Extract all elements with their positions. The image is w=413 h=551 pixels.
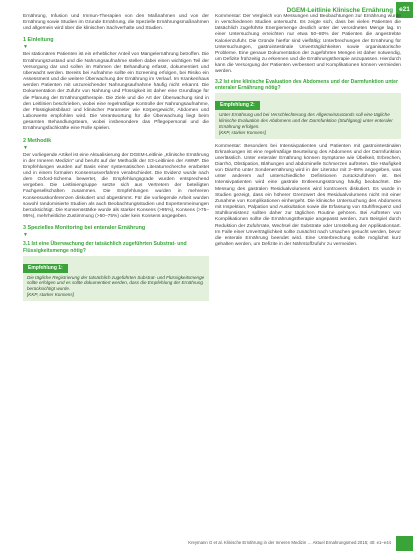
- arrow-down-icon: ▼: [23, 144, 28, 151]
- recommendation-2-text: Unter Ernährung und bei Verschlechterung des Allgemeinzustands soll eine tägliche klinische Evaluation des Abdomens und der Darmfunktion (Stuhlgang) unter enteraler Ernährung erfolgen.: [219, 111, 393, 129]
- header-title: DGEM-Leitlinie Klinische Ernährung: [286, 7, 393, 14]
- recommendation-1-text: Die tägliche Registrierung der tatsächlich zugeführten Substrat- und Flüssigkeitsmenge sollte erfolgen und es sollte dokumentiert werden, dass die Empfehlung der Ernährung berücksichtigt wurde.: [27, 274, 205, 292]
- section-3-2-heading: 3.2 Ist eine klinische Evaluation des Abdomens und der Darmfunktion unter enteraler Ernährung nötig?: [215, 78, 398, 91]
- recommendation-2-box: [215, 93, 401, 138]
- page-footer: [0, 536, 413, 551]
- recommendation-2-grade: [KKP, starker Konsens]: [219, 129, 266, 135]
- intro-paragraph: Ernährung, Infusion und Immun-Therapien von den Maßnahmen und von der Ernährung sowie Studien im Grunde Ernährung, die Spezielle Ernährungsmaßnahmen und allgemein wird über die klinischen Sachverhalte und Studien.: [23, 14, 209, 32]
- footer-citation: Kreymann G et al. Klinische Ernährung in der Inneren Medizin … Aktuel Ernahrungsmed 2015; 40: e1–e44: [188, 540, 391, 545]
- comment-2-paragraph: Kommentar: Besonders bei Intensivpatienten und Patienten mit gastrointestinalen Erkrankungen ist eine regelmäßige Beurteilung des Abdomens und der Darmfunktion unerlässlich. Unter enteraler Ernährung können Symptome wie Übelkeit, Erbrechen, Diarrhö, Obstipation, Blähungen und abdominelle Schmerzen auftreten. Die Häufigkeit von Diarrhö unter Sondenernährung wird in der Literatur mit 2–68% angegeben, was unter anderem auf unterschiedliche Definitionen zurückzuführen ist. Bei Intensivpatienten wird eine gastrale Entleerungsstörung häufig beobachtet. Die Messung des gastralen Residualvolumens wird kontrovers diskutiert. Es wurde in Studien gezeigt, dass ein höherer Grenzwert des Residualvolumens nicht mit einer Zunahme von Komplikationen einhergeht. Die klinische Untersuchung des Abdomens mit Inspektion, Palpation und Auskultation sowie die Erfassung von Stuhlfrequenz und Stuhlkonsistenz sollten daher zur täglichen Routine gehören. Bei Auftreten von Komplikationen sollte die Ernährungstherapie angepasst werden, zum Beispiel durch Reduktion der Zufuhrrate, Wechsel der Substrate oder Umstellung der Applikationsart. Im Falle einer Unverträglichkeit sollte zunächst nach Ursachen gesucht werden, bevor die enterale Ernährung beendet wird. Eine Unterbrechung sollte möglichst kurz gehalten werden, um Defizite in der Nährstoffzufuhr zu vermeiden.: [215, 143, 401, 247]
- recommendation-2-label: Empfehlung 2:: [215, 101, 260, 110]
- section-1-heading: 1 Einleitung: [23, 37, 54, 44]
- arrow-down-icon: ▼: [23, 44, 28, 51]
- section-1-paragraph: Bei stationären Patienten ist ein erheblicher Anteil von Mangelernährung betroffen. Die Ernährungszustand und die Nahrungsaufnahme stellen dabei einen wichtigen Teil der Versorgung dar und sollen im Rahmen der Behandlung erfasst, dokumentiert und überwacht werden. Bereits bei Aufnahme sollte ein Screening erfolgen, bei Risiko ein Assessment und die weitere Überwachung der Ernährung im Verlauf. Im Krankenhaus werden Patienten mit unzureichender Nahrungsaufnahme häufig nicht erkannt. Die Dokumentation der Zufuhr von Nahrung und Flüssigkeit ist daher eine Grundlage für die Planung der Ernährungstherapie. Die Ziele und die Art der Überwachung sind in den Leitlinien beschrieben, wobei eine regelmäßige Kontrolle der Nahrungsaufnahme, der Flüssigkeitsbilanz und klinischer Parameter wie Körpergewicht, Abdomen und Laborwerte empfohlen wird. Die Verantwortung für die Überwachung liegt beim gesamten Behandlungsteam, wobei insbesondere das Pflegepersonal und die Ernährungsfachkräfte eine Rolle spielen.: [23, 52, 209, 132]
- recommendation-1-box: [23, 256, 209, 301]
- section-3-1-heading: 3.1 Ist eine Überwachung der tatsächlich zugeführten Substrat- und Flüssigkeitsmenge nötig?: [23, 241, 187, 254]
- right-column: [215, 14, 401, 251]
- recommendation-1-grade: [KKP, starker Konsens]: [27, 292, 74, 298]
- section-3-heading: 3 Spezielles Monitoring bei enteraler Ernährung: [23, 225, 146, 232]
- recommendation-1-label: Empfehlung 1:: [23, 264, 68, 273]
- section-2-paragraph: Der vorliegende Artikel ist eine Aktualisierung der DGEM-Leitlinie „Klinische Ernährung in der Inneren Medizin“ und beruht auf der Methodik der S3-Leitlinien der AWMF. Die Empfehlungen wurden auf Basis einer systematischen Literaturrecherche erarbeitet und in einem formalen Konsensusverfahren verabschiedet. Die Evidenz wurde nach dem Oxford-Schema bewertet, die Empfehlungsgrade wurden entsprechend vergeben. Die Leitliniengruppe setzte sich aus Vertretern der beteiligten Fachgesellschaften zusammen. Die Empfehlungen wurden in mehreren Konsensuskonferenzen diskutiert und abgestimmt. Für die vorliegende Arbeit wurden sowohl randomisierte Studien als auch Beobachtungsstudien und Expertenmeinungen berücksichtigt. Die Konsensstärke wurde als starker Konsens (>95%), Konsens (>75–95%), mehrheitliche Zustimmung (>50–75%) oder kein Konsens angegeben.: [23, 152, 209, 220]
- footer-accent-bar: [396, 536, 413, 551]
- section-2-heading: 2 Methodik: [23, 137, 52, 144]
- comment-1-paragraph: Kommentar: Der Vergleich von Messungen und Beobachtungen zur Ernährung wurde in verschiedenen Studien untersucht. Es zeigte sich, dass bei vielen Patienten die tatsächlich zugeführte Energiemenge deutlich unter der verordneten Menge lag. In einer Untersuchung erreichten nur etwa 50–80% der Patienten die angestrebte Kalorienzufuhr. Die Gründe hierfür sind vielfältig: Unterbrechungen der Ernährung für Untersuchungen, gastrointestinale Unverträglichkeiten sowie organisatorische Probleme. Eine genaue Dokumentation der zugeführten Mengen ist daher notwendig, um Defizite frühzeitig zu erkennen und die Ernährungstherapie anzupassen. Hierdurch kann die Versorgung der Patienten verbessert und Komplikationen können vermieden werden.: [215, 14, 401, 75]
- left-column: [23, 14, 209, 306]
- page-number: e21: [396, 2, 413, 18]
- arrow-down-icon: ▼: [23, 232, 28, 239]
